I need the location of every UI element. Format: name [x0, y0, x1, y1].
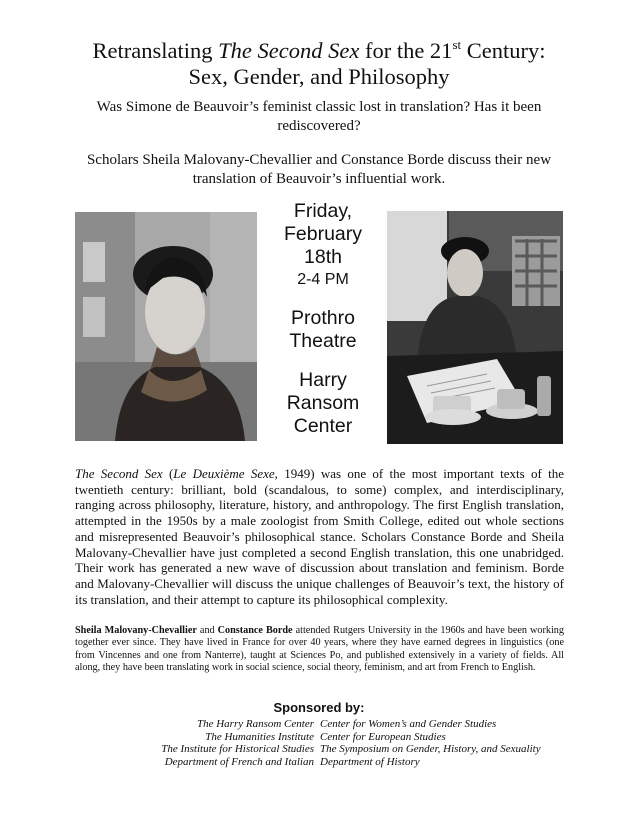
flyer-title: [40, 38, 598, 90]
bio-and: and: [196, 625, 218, 636]
title-superscript: st: [452, 37, 462, 52]
body-french-title: Le Deuxième Sexe,: [173, 466, 278, 481]
speakers-bio: [75, 625, 564, 674]
event-venue-line-1: Prothro: [291, 307, 355, 329]
beauvoir-writing-photo: [387, 211, 563, 444]
sponsor-item: The Institute for Historical Studies: [161, 743, 314, 755]
bio-text: attended Rutgers University in the 1960s and have been working together ever since. They have lived in France for over 40 years, where they have earned degrees in linguistics (one from Vincennes and one from Nanterre), taught at Sciences Po, and published extensively in a variety of fields. All along, they have been translating work in social science, social theory, feminism, and art from French to English.: [75, 625, 564, 673]
title-line-2: Sex, Gender, and Philosophy: [188, 64, 450, 89]
sponsor-item: Department of French and Italian: [164, 755, 314, 768]
event-place-line-1: Harry: [299, 369, 347, 391]
sponsor-list-left: [161, 718, 314, 768]
description-paragraph: [75, 466, 564, 607]
body-paren: (: [162, 466, 174, 481]
sponsor-item: The Humanities Institute: [205, 730, 314, 743]
bio-name-2: Constance Borde: [217, 625, 293, 636]
event-details: [262, 200, 384, 438]
intro-question: Was Simone de Beauvoir’s feminist classic lost in translation? Has it been rediscovered?: [96, 99, 542, 134]
writing-illustration: [387, 211, 563, 444]
intro-scholars: Scholars Sheila Malovany-Chevallier and Constance Borde discuss their new translation of Beauvoir’s influential work.: [86, 152, 552, 187]
sponsor-item: The Symposium on Gender, History, and Sexuality: [320, 743, 541, 755]
event-place-line-2: Ransom: [286, 392, 360, 414]
spacer: [262, 353, 384, 369]
beauvoir-portrait-photo: [75, 212, 257, 441]
title-line-1: [40, 38, 598, 64]
sponsor-item: The Harry Ransom Center: [196, 718, 314, 730]
title-suffix: Century:: [461, 38, 546, 63]
event-month: February: [283, 223, 363, 245]
event-time: 2-4 PM: [297, 271, 349, 288]
sponsor-item: Center for European Studies: [320, 730, 446, 743]
title-prefix: Retranslating: [92, 38, 219, 63]
body-text: 1949) was one of the most important texts of the twentieth century: brilliant, bold (scandalous, to some) complex, and interdisciplinary, ranging across philosophy, literature, history, and anthropology. The first English translation, attempted in the 1950s by a male zoologist from Smith College, edited out whole sections and misrepresented Beauvoir’s philosophical stance. Scholars Constance Borde and Sheila Malovany-Chevallier have just completed a second English translation, this one unabridged. Their work has generated a new wave of discussion about translation and feminism. Borde and Malovany-Chevallier will discuss the unique challenges of Beauvoir’s text, the history of its translation, and their attempt to capture its philosophical complexity.: [75, 466, 564, 607]
sponsor-item: Department of History: [320, 755, 420, 768]
sponsor-list-right: [320, 718, 541, 768]
sponsored-heading: Sponsored by:: [273, 700, 365, 715]
portrait-illustration: [75, 212, 257, 441]
title-book: The Second Sex: [218, 38, 360, 63]
sponsor-item: Center for Women’s and Gender Studies: [320, 718, 497, 730]
event-place-line-3: Center: [293, 415, 353, 437]
event-day: Friday,: [293, 200, 353, 222]
body-book-title: The Second Sex: [75, 466, 163, 481]
event-date: 18th: [304, 246, 342, 268]
spacer: [262, 291, 384, 307]
bio-name-1: Sheila Malovany-Chevallier: [75, 625, 197, 636]
event-venue-line-2: Theatre: [289, 330, 357, 352]
title-mid: for the 21: [359, 38, 453, 63]
